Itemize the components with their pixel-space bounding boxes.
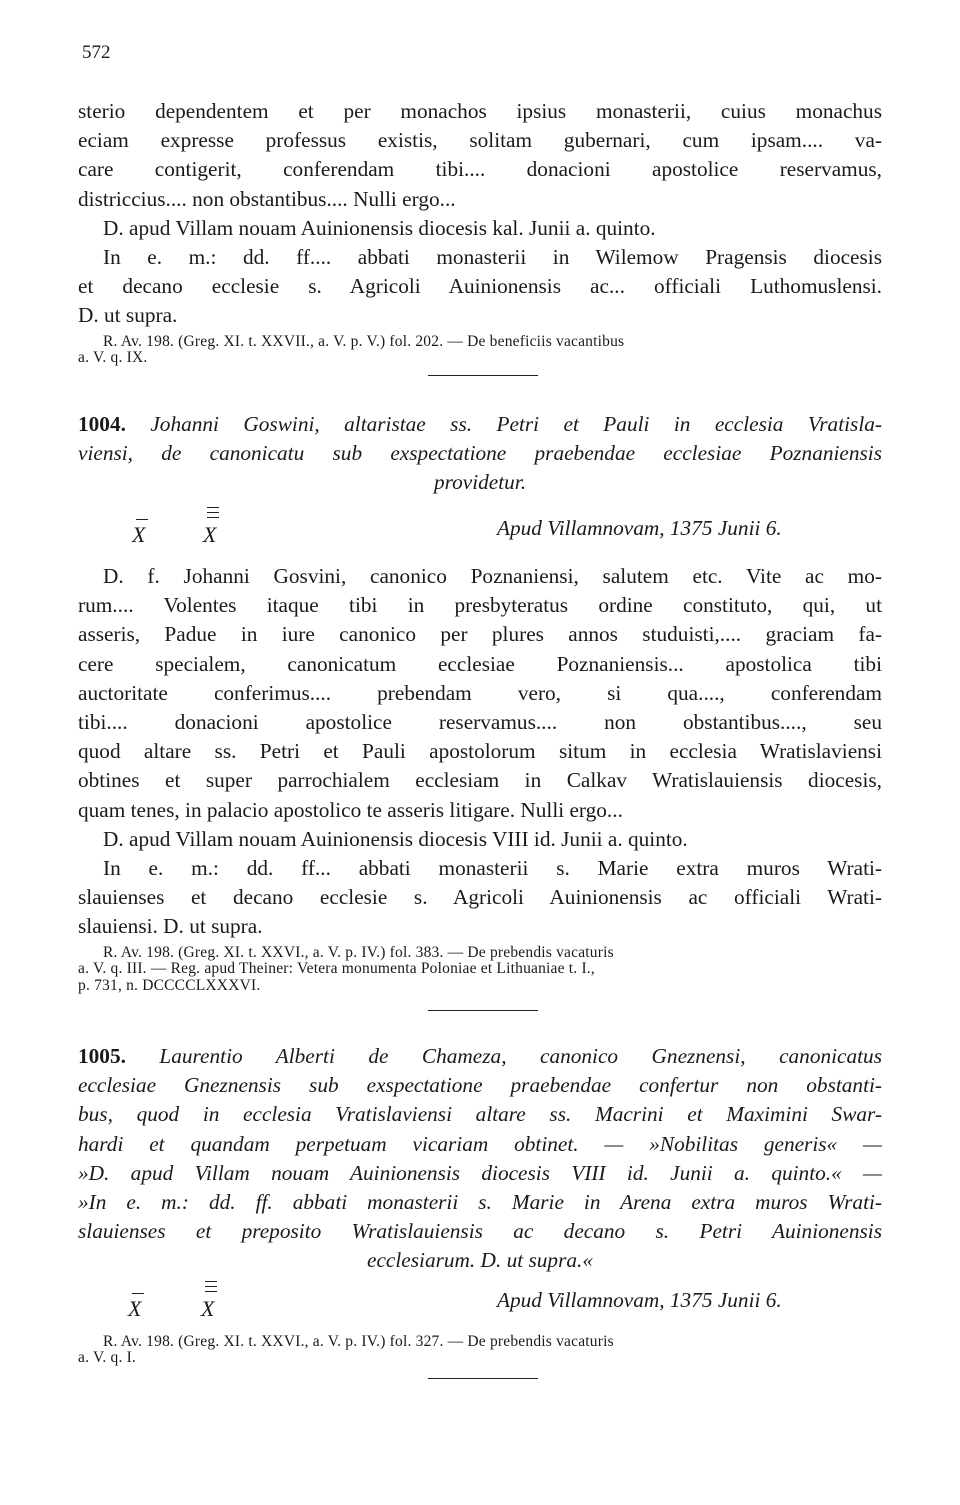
separator-rule [428,375,538,376]
entry-title-line: ecclesiarum. D. ut supra.« [367,1248,593,1273]
entry-1005-heading [78,1042,882,1276]
entry-date: Apud Villamnovam, 1375 Junii 6. [497,516,782,540]
text-line: tibi.... donacioni apostolice reservamus.... non obstantibus...., seu [78,710,882,735]
text-line: auctoritate conferimus.... prebendam vero, si qua...., conferendam [78,680,882,705]
text-line: In e. m.: dd. ff... abbati monasterii s. Marie extra muros Wrati- [103,856,882,881]
text-line: D. apud Villam nouam Auinionensis diocesis kal. Junii a. quinto. [103,215,656,240]
footnote-line: a. V. q. III. — Reg. apud Theiner: Vetera monumenta Poloniae et Lithuaniae t. I., [78,960,595,978]
text-line: eciam expresse professus existis, solitam gubernari, cum ipsam.... va- [78,128,882,153]
footnote-line: R. Av. 198. (Greg. XI. t. XXVI., a. V. p. IV.) fol. 383. — De prebendis vacaturis [103,944,614,961]
intro-text [78,97,882,331]
text-line: quod altare ss. Petri et Pauli apostolorum situm in ecclesia Wratislaviensi [78,739,882,764]
text-line: D. apud Villam nouam Auinionensis diocesis VIII id. Junii a. quinto. [103,826,688,851]
text-line: slauiensi. D. ut supra. [78,914,263,939]
text-line: cere specialem, canonicatum ecclesiae Poznaniensis... apostolica tibi [78,651,882,676]
entry-1004-body [78,562,882,942]
text-line: In e. m.: dd. ff.... abbati monasterii in Wilemow Pragensis diocesis [103,245,882,270]
footnote-line: R. Av. 198. (Greg. XI. t. XXVII., a. V. p. V.) fol. 202. — De beneficiis vacantibus [103,333,625,350]
signature-mark: X [201,1296,214,1322]
entry-title-line: »D. apud Villam nouam Auinionensis diocesis VIII id. Junii a. quinto.« — [78,1160,882,1185]
text-line: slauienses et decano ecclesie s. Agricoli Auinionensis ac officiali Wrati- [78,885,882,910]
footnote-line: p. 731, n. DCCCCLXXXVI. [78,976,261,994]
entry-title-line: ecclesiae Gneznensis sub exspectatione praebendae confertur non obstanti- [78,1073,882,1098]
entry-number: 1004. [78,412,126,436]
signature-mark: X [132,522,145,548]
entry-number: 1005. [78,1044,126,1068]
entry-1004-heading [78,410,882,498]
footnote-line: a. V. q. I. [78,1349,137,1367]
entry-title-line: hardi et quandam perpetuam vicariam obtinet. — »Nobilitas generis« — [78,1131,882,1156]
text-line: care contigerit, conferendam tibi.... donacioni apostolice reservamus, [78,157,882,182]
text-line: rum.... Volentes itaque tibi in presbyteratus ordine constituto, qui, ut [78,593,882,618]
entry-date: Apud Villamnovam, 1375 Junii 6. [497,1288,782,1312]
entry-title-line: providetur. [433,470,527,495]
text-line: asseris, Padue in iure canonico per plures annos studuisti,.... graciam fa- [78,622,882,647]
entry-title-line: »In e. m.: dd. ff. abbati monasterii s. Marie in Arena extra muros Wrati- [78,1190,882,1215]
footnote-line: a. V. q. IX. [78,349,148,367]
footnote-line: R. Av. 198. (Greg. XI. t. XXVI., a. V. p. IV.) fol. 327. — De prebendis vacaturis [103,1333,614,1350]
entry-title-line: Johanni Goswini, altaristae ss. Petri et Pauli in ecclesia Vratisla- [150,412,882,436]
entry-title-line: slauienses et preposito Wratislauiensis ac decano s. Petri Auinionensis [78,1219,882,1244]
signature-mark: X [128,1296,141,1322]
entry-title-line: viensi, de canonicatu sub exspectatione praebendae ecclesiae Poznaniensis [78,441,882,466]
intro-footnote [78,334,882,367]
text-line: D. ut supra. [78,303,178,328]
text-line: obtines et super parrochialem ecclesiam in Calkav Wratislauiensis diocesis, [78,768,882,793]
signature-mark: X [203,522,216,548]
entry-title-line: Laurentio Alberti de Chameza, canonico Gneznensi, canonicatus [159,1044,882,1068]
entry-title-line: bus, quod in ecclesia Vratislaviensi altare ss. Macrini et Maximini Swar- [78,1102,882,1127]
entry-1004-footnote [78,945,882,994]
text-line: et decano ecclesie s. Agricoli Auinionensis ac... officiali Luthomuslensi. [78,274,882,299]
text-line: districcius.... non obstantibus.... Nulli ergo... [78,186,456,211]
separator-rule [428,1378,538,1379]
text-line: D. f. Johanni Gosvini, canonico Poznaniensi, salutem etc. Vite ac mo- [103,564,882,588]
text-line: quam tenes, in palacio apostolico te asseris litigare. Nulli ergo... [78,797,623,822]
entry-1005-footnote [78,1334,882,1367]
page-number: 572 [82,42,111,63]
text-line: sterio dependentem et per monachos ipsius monasterii, cuius monachus [78,99,882,123]
separator-rule [428,1010,538,1011]
